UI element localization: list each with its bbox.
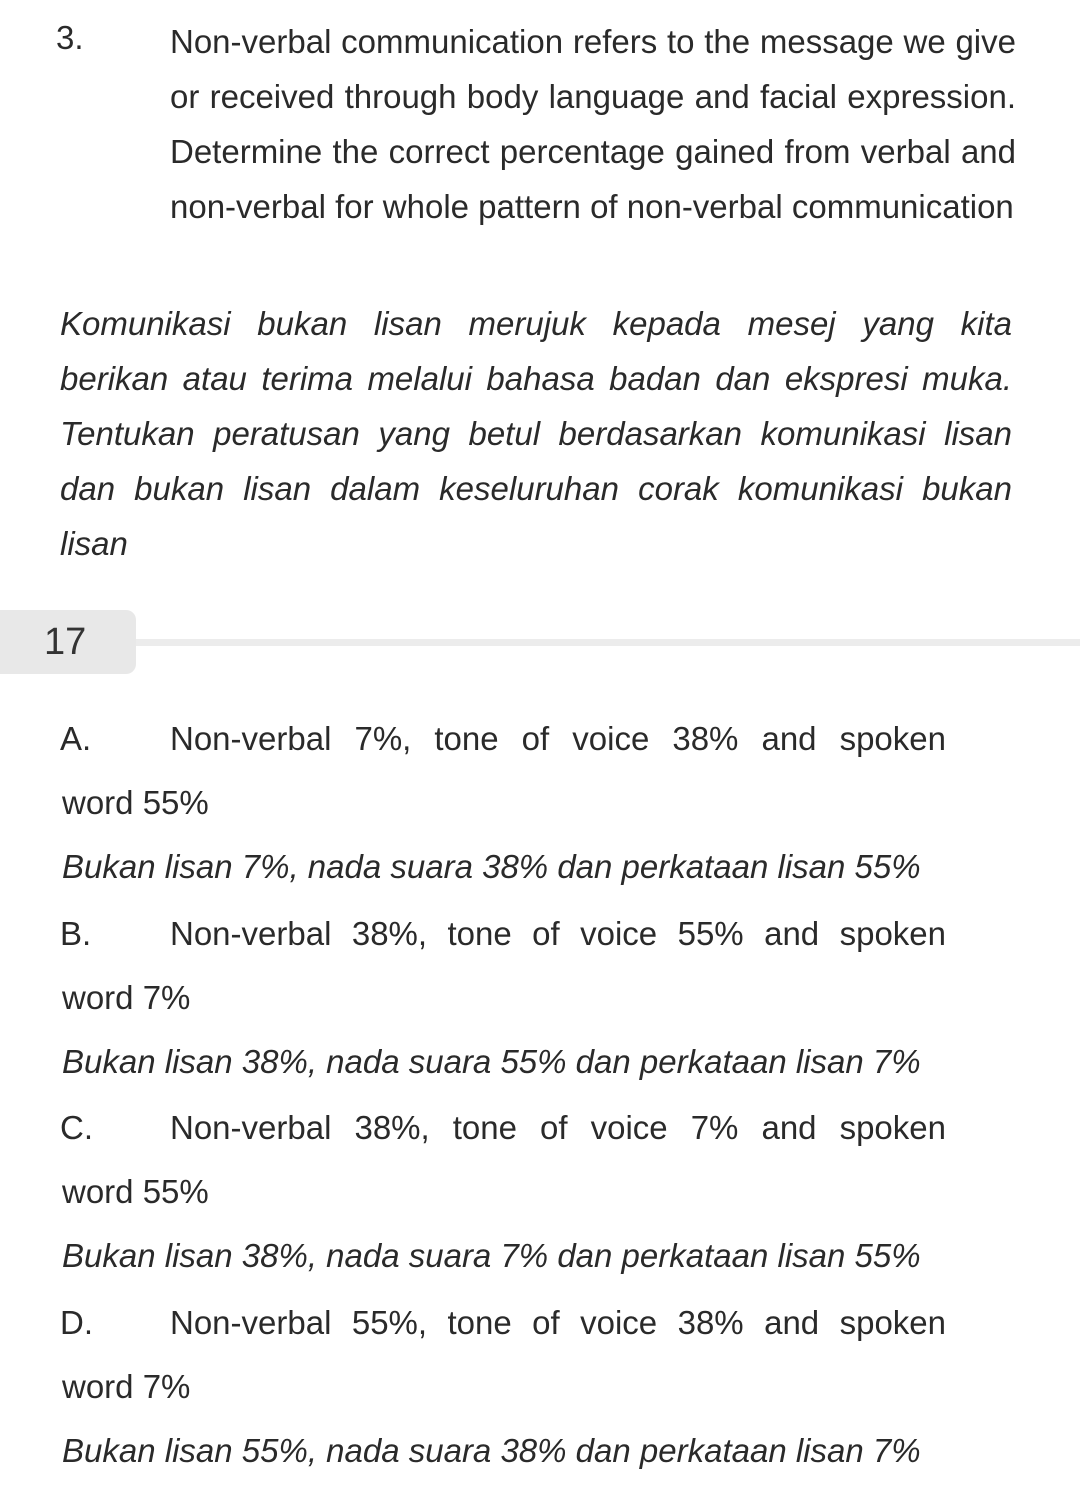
option-text-english-continued: word 55% [62, 784, 209, 821]
option-letter: C. [60, 1109, 93, 1146]
option-a[interactable] [0, 706, 1080, 901]
page-divider [0, 610, 1080, 676]
option-letter: B. [60, 914, 92, 952]
option-text-english: Non-verbal 38%, tone of voice 55% and spoken [170, 914, 946, 952]
option-text-english-continued: word 55% [62, 1173, 209, 1210]
option-text-malay: Bukan lisan 38%, nada suara 7% dan perkataan lisan 55% [62, 1237, 921, 1274]
option-c[interactable] [0, 1095, 1080, 1290]
option-letter: A. [60, 720, 92, 757]
page-divider-rule [136, 639, 1080, 646]
option-text-english: Non-verbal 55%, tone of voice 38% and spoken [170, 1303, 946, 1341]
question-text-english: Non-verbal communication refers to the message we give or received through body language and facial expression. Determine the correct percentage gained from verbal and non-verbal for whole pattern of non-verbal communication [170, 23, 1016, 225]
option-text-malay: Bukan lisan 55%, nada suara 38% dan perkataan lisan 7% [62, 1431, 921, 1469]
option-text-malay: Bukan lisan 7%, nada suara 38% dan perkataan lisan 55% [62, 848, 921, 885]
page-number-badge: 17 [0, 610, 136, 674]
option-text-english: Non-verbal 38%, tone of voice 7% and spoken [170, 1109, 946, 1146]
option-text-malay: Bukan lisan 38%, nada suara 55% dan perkataan lisan 7% [62, 1042, 921, 1080]
answer-options [0, 706, 1080, 1484]
option-text-english: Non-verbal 7%, tone of voice 38% and spoken [170, 720, 946, 757]
question-text-malay: Komunikasi bukan lisan merujuk kepada mesej yang kita berikan atau terima melalui bahasa badan dan ekspresi muka. Tentukan peratusan yang betul berdasarkan komunikasi lisan dan bukan lisan dalam keseluruhan corak komunikasi bukan lisan [60, 305, 1012, 562]
option-text-english-continued: word 7% [62, 1367, 191, 1405]
option-letter: D. [60, 1303, 93, 1341]
question-number: 3. [56, 19, 84, 56]
option-b[interactable] [0, 901, 1080, 1096]
option-text-english-continued: word 7% [62, 978, 191, 1016]
option-d[interactable] [0, 1290, 1080, 1485]
